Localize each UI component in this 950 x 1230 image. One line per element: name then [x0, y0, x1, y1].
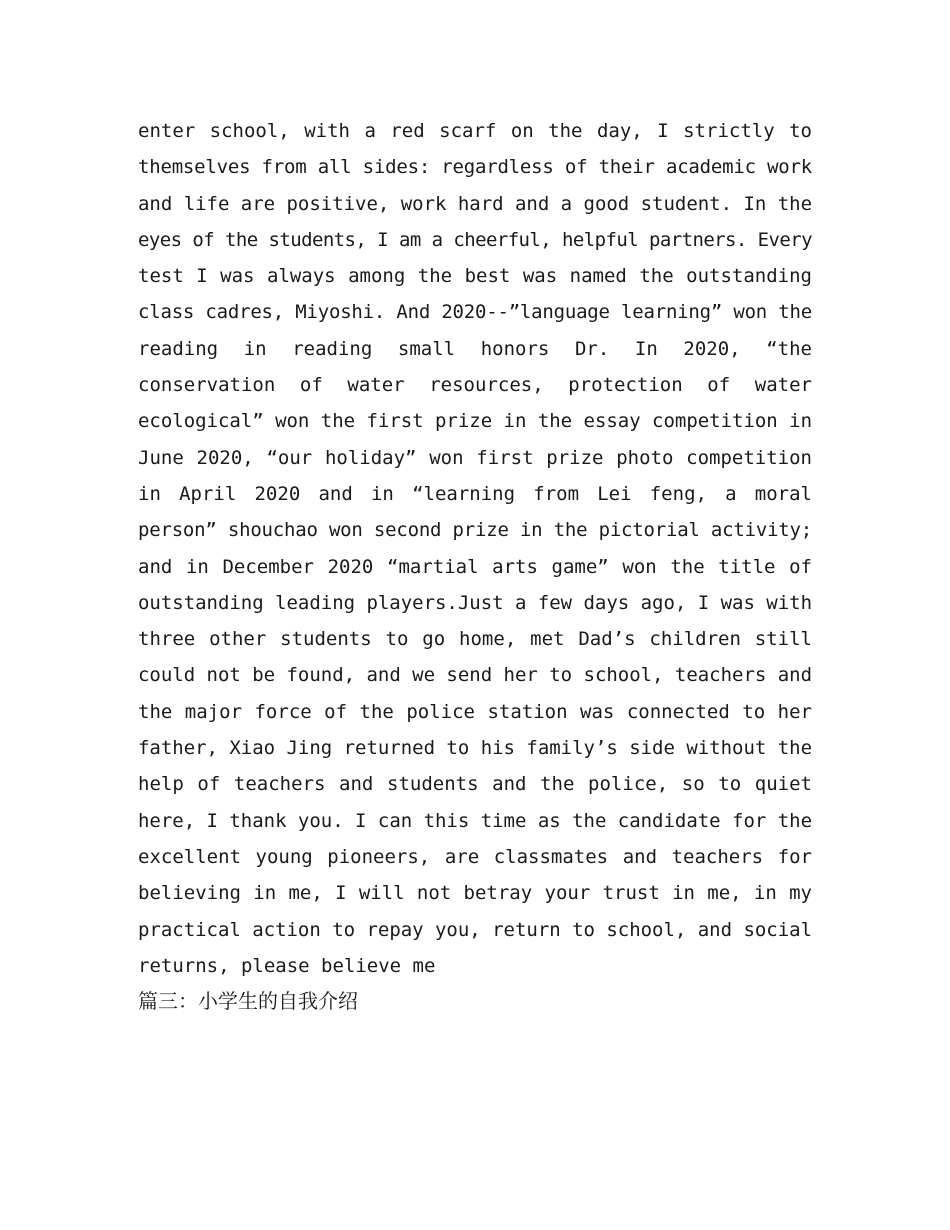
text-line: class cadres, Miyoshi. And 2020--”language learning” won the [138, 301, 812, 324]
text-line: reading in reading small honors Dr. In 2020, “the [138, 337, 812, 360]
text-line: returns, please believe me [138, 954, 436, 977]
text-line: practical action to repay you, return to school, and social [138, 918, 812, 941]
text-line: enter school, with a red scarf on the day, I strictly to [138, 120, 812, 142]
text-line: in April 2020 and in “learning from Lei feng, a moral [138, 482, 812, 505]
text-line: test I was always among the best was named the outstanding [138, 265, 812, 288]
text-line: conservation of water resources, protection of water [138, 374, 812, 397]
text-line: the major force of the police station was connected to her [138, 700, 812, 723]
text-line: could not be found, and we send her to school, teachers and [138, 664, 812, 687]
text-line: person” shouchao won second prize in the pictorial activity; [138, 519, 812, 542]
text-line: father, Xiao Jing returned to his family’s side without the [138, 737, 812, 760]
text-line: believing in me, I will not betray your trust in me, in my [138, 882, 812, 905]
text-line: three other students to go home, met Dad’s children still [138, 628, 812, 651]
text-line: help of teachers and students and the police, so to quiet [138, 773, 812, 796]
section-heading: 篇三：小学生的自我介绍 [138, 989, 358, 1013]
text-line: themselves from all sides: regardless of their academic work [138, 156, 812, 179]
text-line: here, I thank you. I can this time as the candidate for the [138, 809, 812, 832]
text-line: outstanding leading players.Just a few days ago, I was with [138, 591, 812, 614]
body-paragraph [138, 113, 812, 984]
text-line: and life are positive, work hard and a good student. In the [138, 192, 812, 215]
text-line: eyes of the students, I am a cheerful, helpful partners. Every [138, 228, 812, 251]
text-line: June 2020, “our holiday” won first prize photo competition [138, 446, 812, 469]
text-line: ecological” won the first prize in the essay competition in [138, 410, 812, 433]
text-line: and in December 2020 “martial arts game” won the title of [138, 555, 812, 578]
text-line: excellent young pioneers, are classmates and teachers for [138, 845, 812, 868]
